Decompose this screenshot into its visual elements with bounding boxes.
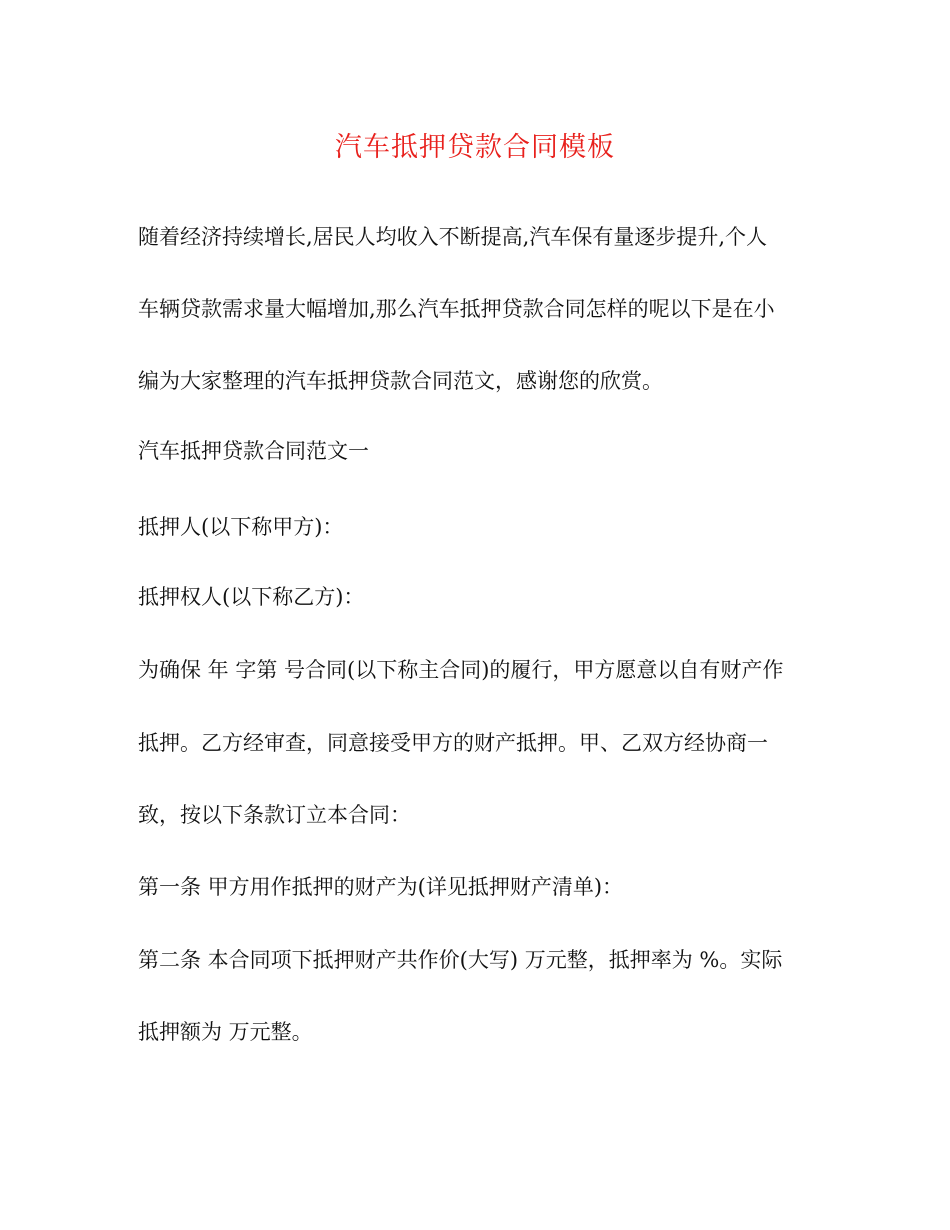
article-two: 第二条 本合同项下抵押财产共作价(大写) 万元整，抵押率为 %。实际 [138,948,783,972]
paragraph-line: 随着经济持续增长,居民人均收入不断提高,汽车保有量逐步提升,个人 [138,225,768,249]
paragraph-line: 抵押。乙方经审查，同意接受甲方的财产抵押。甲、乙双方经协商一 [138,731,768,755]
paragraph-line: 为确保 年 字第 号合同(以下称主合同)的履行，甲方愿意以自有财产作 [138,658,784,682]
paragraph-line: 抵押额为 万元整。 [138,1020,313,1044]
paragraph-line: 编为大家整理的汽车抵押贷款合同范文，感谢您的欣赏。 [138,369,663,393]
paragraph-line: 致，按以下条款订立本合同： [138,803,411,827]
paragraph-line: 车辆贷款需求量大幅增加,那么汽车抵押贷款合同怎样的呢以下是在小 [138,297,775,321]
article-one: 第一条 甲方用作抵押的财产为(详见抵押财产清单)： [138,875,624,899]
section-heading: 汽车抵押贷款合同范文一 [138,439,369,463]
mortgagor-line: 抵押人(以下称甲方)： [138,515,344,539]
document-title: 汽车抵押贷款合同模板 [335,132,615,163]
mortgagee-line: 抵押权人(以下称乙方)： [138,585,365,609]
